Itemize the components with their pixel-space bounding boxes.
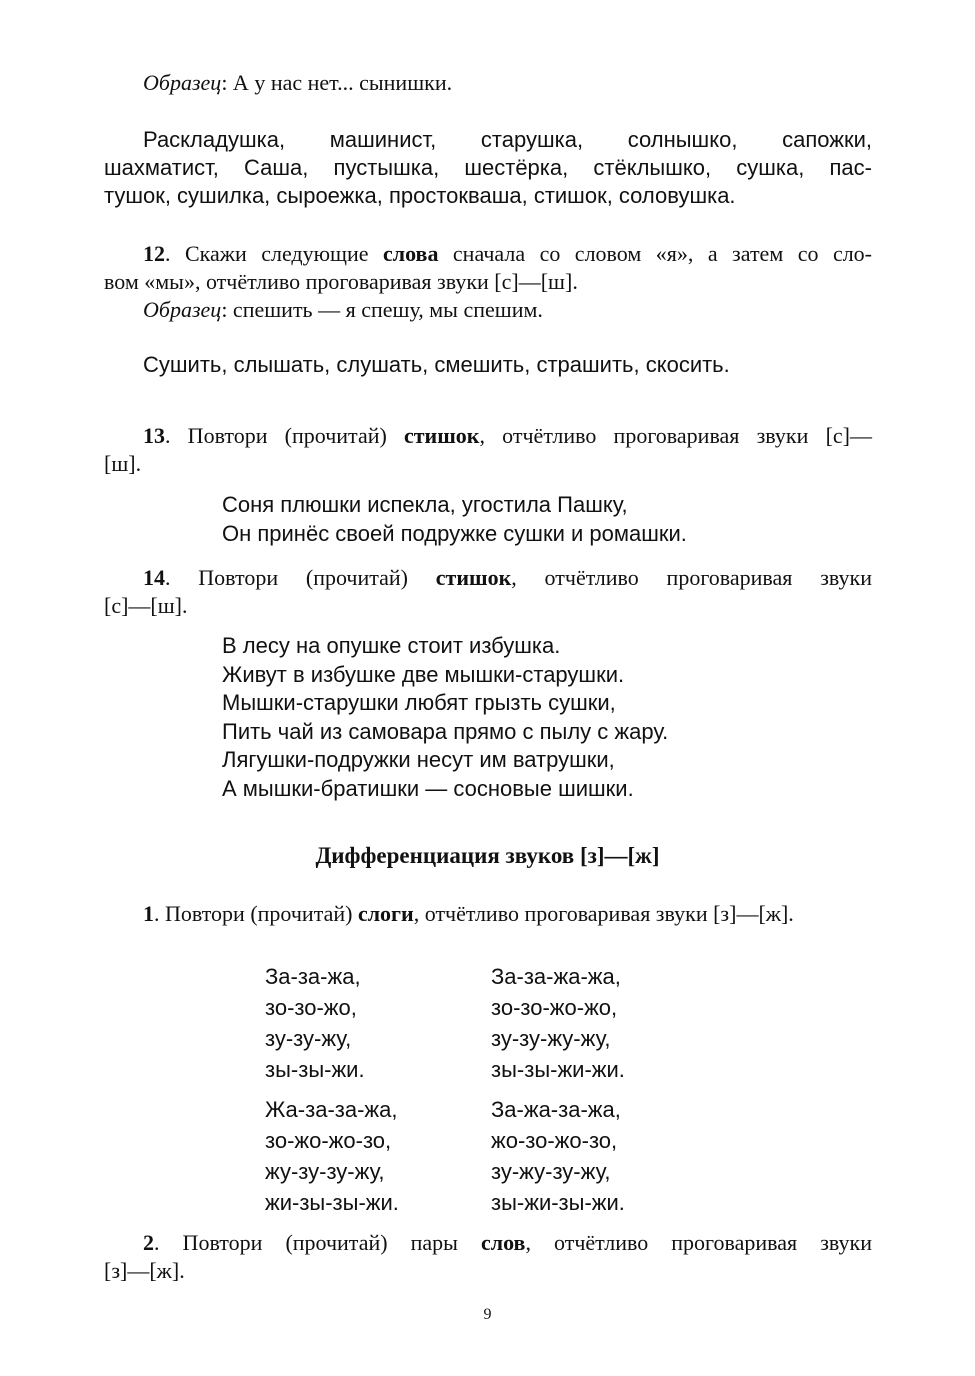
syllable-line: жо-зо-жо-зо, <box>491 1128 618 1153</box>
exercise-number: 14 <box>143 565 165 590</box>
syllable-line: жи-зы-зы-жи. <box>265 1190 399 1215</box>
poem-line: Он принёс своей подружке сушки и ромашки. <box>222 521 687 546</box>
exercise-instruction: 13. Повтори (прочитай) стишок, отчётливо проговаривая звуки [с]— <box>143 423 872 448</box>
exercise-instruction-cont: [ш]. <box>104 451 142 476</box>
section-exercise-2 <box>104 1229 872 1285</box>
exercise-instruction: 2. Повтори (прочитай) пары слов, отчётливо проговаривая звуки <box>143 1230 872 1255</box>
poem-line: Живут в избушке две мышки-старушки. <box>222 661 625 687</box>
keyword: стишок <box>435 565 512 590</box>
ex14-poem <box>222 632 668 803</box>
exercise-sample: Образец: спешить — я спешу, мы спешим. <box>143 297 543 322</box>
keyword: слов <box>481 1230 526 1255</box>
syllables-group2-right <box>491 1094 625 1218</box>
sample-label: Образец <box>143 70 222 95</box>
keyword: слова <box>383 241 439 266</box>
words-line: Раскладушка, машинист, старушка, солнышко, сапожки, <box>143 127 872 152</box>
exercise-number: 12 <box>143 241 165 266</box>
poem-line: Лягушки-подружки несут им ватрушки, <box>222 747 615 772</box>
exercise-number: 13 <box>143 423 165 448</box>
sample-text: : А у нас нет... сынишки. <box>221 70 453 95</box>
syllable-line: За-за-жа-жа, <box>491 964 621 989</box>
page-number: 9 <box>483 1306 492 1323</box>
syllable-line: За-жа-за-жа, <box>491 1097 621 1122</box>
poem-line: В лесу на опушке стоит избушка. <box>222 633 561 658</box>
section-exercise-1: 1. Повтори (прочитай) слоги, отчётливо проговаривая звуки [з]—[ж]. <box>143 901 794 926</box>
poem-line: Пить чай из самовара прямо с пылу с жару. <box>222 718 669 744</box>
syllables-group2-left <box>265 1094 399 1218</box>
poem-line: Соня плюшки испекла, угостила Пашку, <box>222 492 628 517</box>
ex12-words: Сушить, слышать, слушать, смешить, страшить, скосить. <box>143 352 730 377</box>
syllable-line: За-за-жа, <box>265 964 361 989</box>
syllable-line: зы-жи-зы-жи. <box>491 1190 625 1215</box>
syllable-line: зо-зо-жо, <box>265 995 357 1020</box>
syllable-line: зо-зо-жо-жо, <box>491 995 618 1020</box>
exercise-instruction: 12. Скажи следующие слова сначала со словом «я», а затем со сло- <box>143 241 873 266</box>
exercise-14 <box>104 564 872 620</box>
syllable-line: зы-зы-жи-жи. <box>491 1057 625 1082</box>
syllable-line: жу-зу-зу-жу, <box>265 1159 385 1184</box>
syllable-line: Жа-за-за-жа, <box>265 1097 398 1122</box>
exercise-instruction-cont: [з]—[ж]. <box>104 1258 185 1283</box>
exercise-instruction: 14. Повтори (прочитай) стишок, отчётливо проговаривая звуки <box>143 565 872 590</box>
ex11-sample <box>143 70 452 96</box>
keyword: слоги <box>357 901 414 926</box>
syllable-line: зу-зу-жу, <box>265 1026 352 1051</box>
syllable-line: зу-зу-жу-жу, <box>491 1026 611 1051</box>
poem-line: А мышки-братишки — сосновые шишки. <box>222 775 634 801</box>
exercise-13 <box>104 422 872 478</box>
syllable-line: зо-жо-жо-зо, <box>265 1128 392 1153</box>
syllable-line: зу-жу-зу-жу, <box>491 1159 611 1184</box>
ex11-words <box>104 126 872 210</box>
ex13-poem <box>222 490 687 548</box>
poem-line: Мышки-старушки любят грызть сушки, <box>222 690 616 715</box>
sample-label: Образец <box>143 297 222 322</box>
syllables-group1-right <box>491 961 625 1085</box>
syllable-line: зы-зы-жи. <box>265 1057 365 1082</box>
words-line: шахматист, Саша, пустышка, шестёрка, стёклышко, сушка, пас- <box>104 155 872 180</box>
words-line: тушок, сушилка, сыроежка, простокваша, стишок, соловушка. <box>104 183 736 208</box>
keyword: стишок <box>403 423 480 448</box>
section-heading: Дифференциация звуков [з]—[ж] <box>315 843 660 868</box>
syllables-group1-left <box>265 961 365 1085</box>
exercise-number: 2 <box>143 1230 154 1255</box>
exercise-instruction-cont: вом «мы», отчётливо проговаривая звуки [с]—[ш]. <box>104 269 578 294</box>
exercise-number: 1 <box>143 901 154 926</box>
exercise-12 <box>104 240 872 324</box>
exercise-instruction-cont: [с]—[ш]. <box>104 593 188 618</box>
